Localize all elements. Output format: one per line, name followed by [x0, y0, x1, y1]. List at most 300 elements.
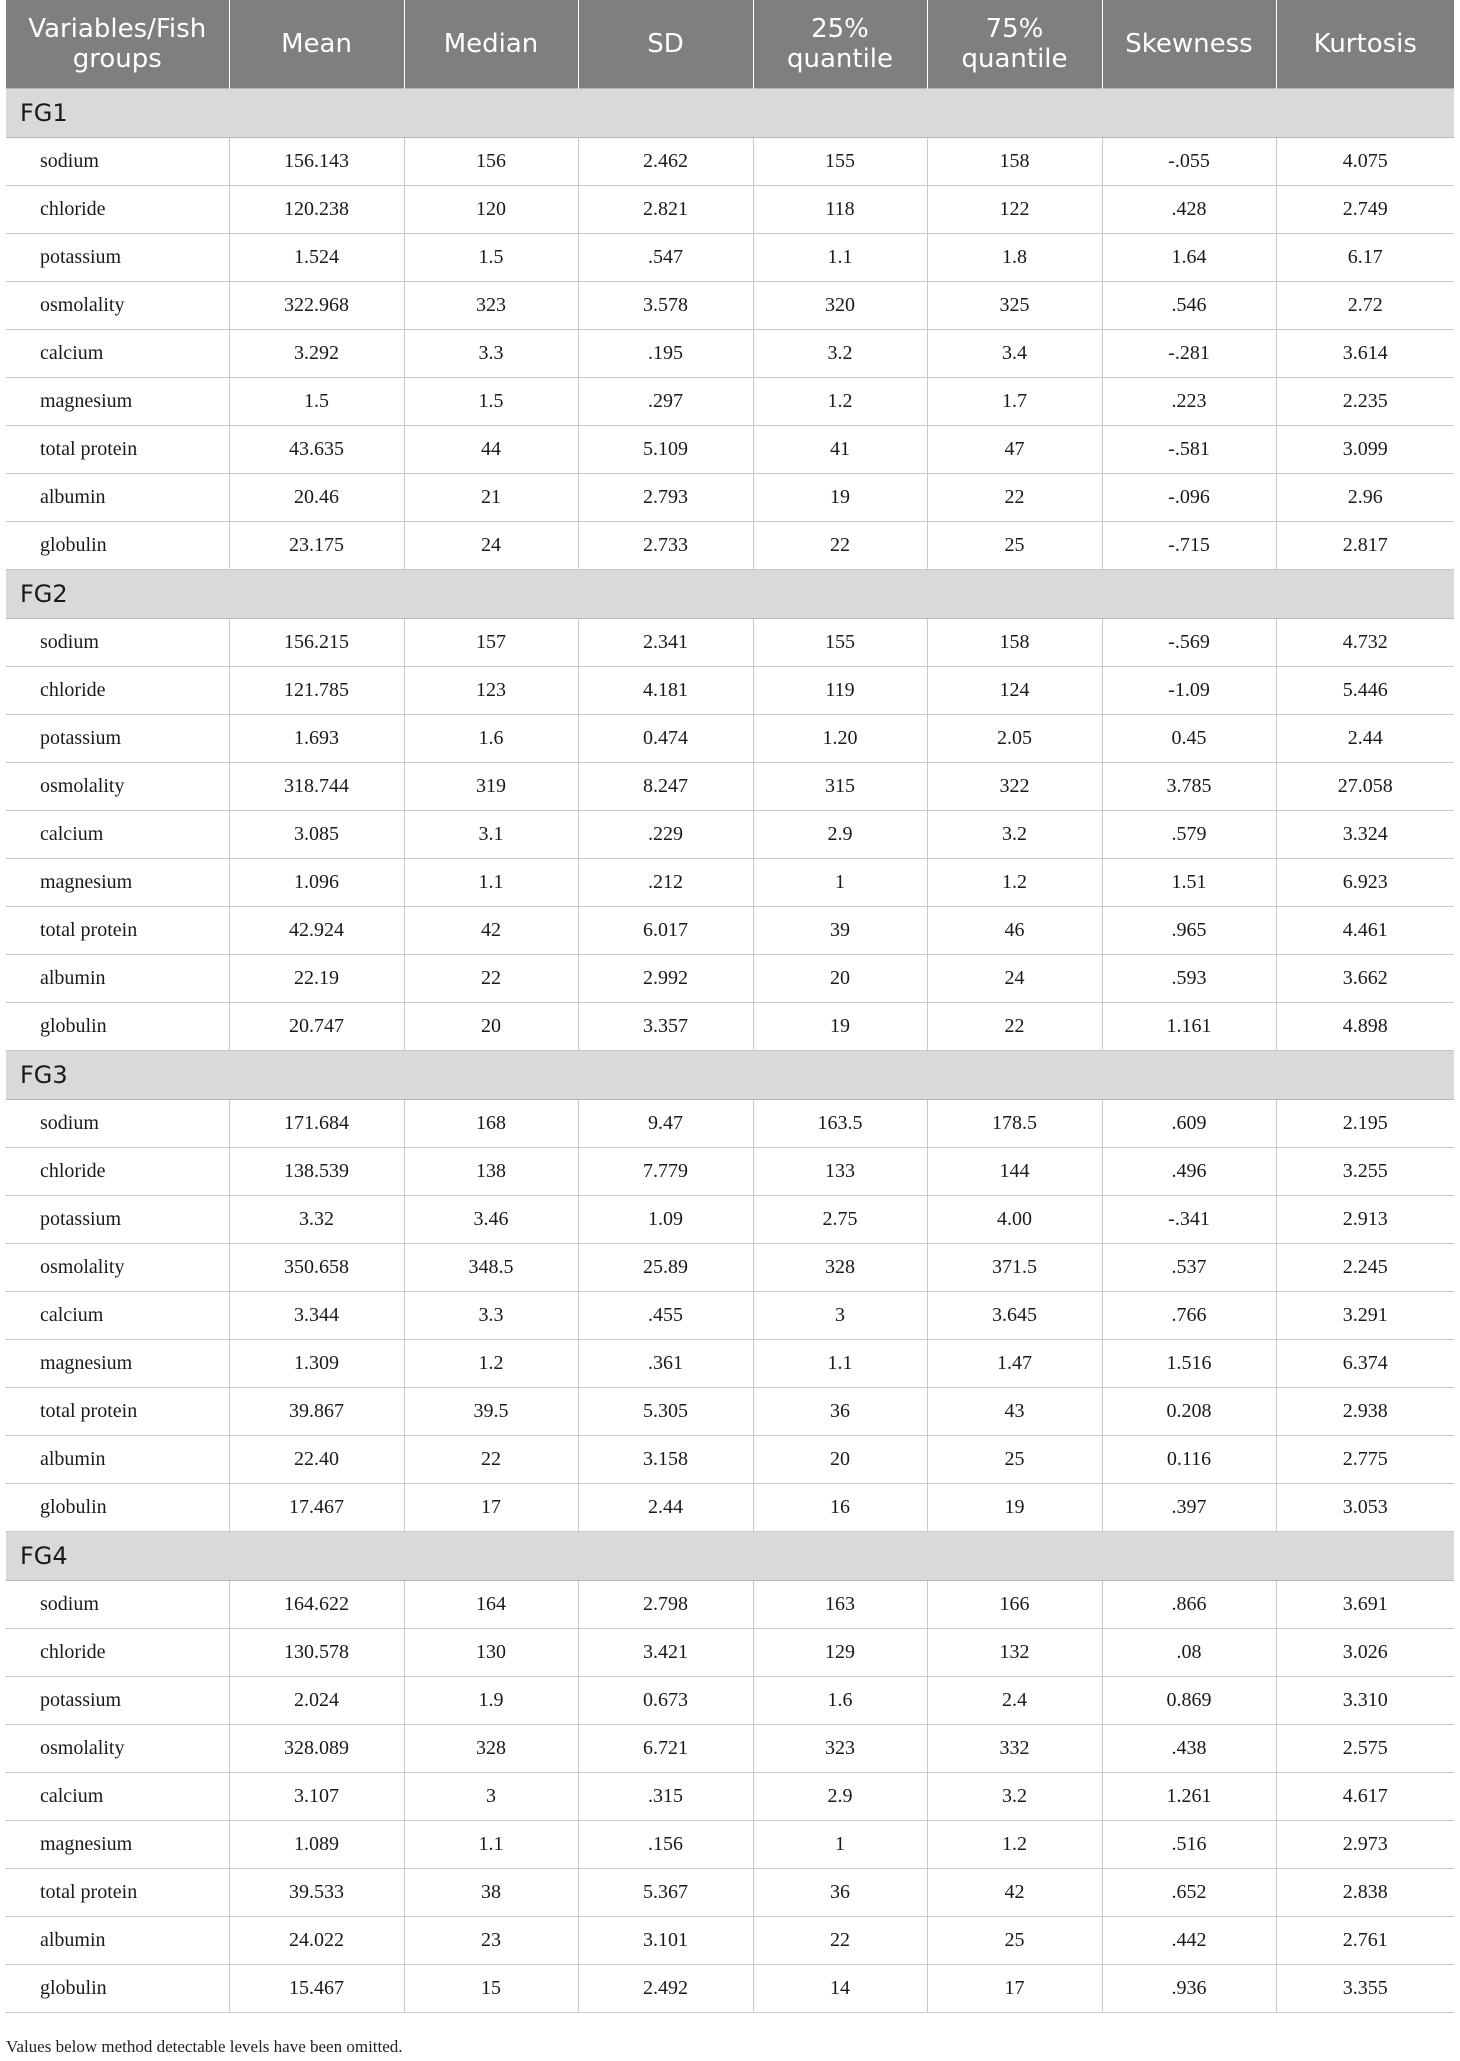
value-cell: 2.492 [578, 1965, 753, 2013]
value-cell: 3.645 [927, 1292, 1102, 1340]
value-cell: 19 [753, 474, 927, 522]
value-cell: .428 [1102, 186, 1276, 234]
value-cell: 5.446 [1276, 667, 1454, 715]
value-cell: 44 [404, 426, 578, 474]
table-row [6, 186, 1454, 234]
value-cell: 3.101 [578, 1917, 753, 1965]
table-row [6, 1917, 1454, 1965]
table-row [6, 1629, 1454, 1677]
table-row [6, 138, 1454, 186]
value-cell: 43.635 [229, 426, 404, 474]
value-cell: 4.461 [1276, 907, 1454, 955]
value-cell: 3.085 [229, 811, 404, 859]
value-cell: .223 [1102, 378, 1276, 426]
variable-cell: globulin [6, 522, 229, 570]
value-cell: 3.1 [404, 811, 578, 859]
variable-cell: osmolality [6, 1725, 229, 1773]
value-cell: .455 [578, 1292, 753, 1340]
value-cell: 3.255 [1276, 1148, 1454, 1196]
value-cell: 2.9 [753, 1773, 927, 1821]
value-cell: 2.838 [1276, 1869, 1454, 1917]
table-row [6, 282, 1454, 330]
variable-cell: magnesium [6, 378, 229, 426]
value-cell: 1.6 [404, 715, 578, 763]
value-cell: 3.357 [578, 1003, 753, 1051]
value-cell: 2.4 [927, 1677, 1102, 1725]
variable-cell: calcium [6, 1292, 229, 1340]
value-cell: 1.8 [927, 234, 1102, 282]
value-cell: .593 [1102, 955, 1276, 1003]
value-cell: 348.5 [404, 1244, 578, 1292]
table-row [6, 1725, 1454, 1773]
variable-cell: magnesium [6, 859, 229, 907]
value-cell: 157 [404, 619, 578, 667]
value-cell: 2.245 [1276, 1244, 1454, 1292]
value-cell: 2.341 [578, 619, 753, 667]
value-cell: 1.1 [753, 234, 927, 282]
value-cell: 119 [753, 667, 927, 715]
value-cell: 2.575 [1276, 1725, 1454, 1773]
value-cell: 322.968 [229, 282, 404, 330]
value-cell: 3.32 [229, 1196, 404, 1244]
value-cell: 36 [753, 1869, 927, 1917]
header-median: Median [404, 0, 578, 89]
variable-cell: chloride [6, 1629, 229, 1677]
value-cell: -1.09 [1102, 667, 1276, 715]
value-cell: 22.19 [229, 955, 404, 1003]
value-cell: 1.2 [753, 378, 927, 426]
value-cell: 1 [753, 859, 927, 907]
value-cell: 2.75 [753, 1196, 927, 1244]
value-cell: 14 [753, 1965, 927, 2013]
header-mean: Mean [229, 0, 404, 89]
value-cell: 1.2 [404, 1340, 578, 1388]
value-cell: 350.658 [229, 1244, 404, 1292]
table-row [6, 715, 1454, 763]
value-cell: 6.721 [578, 1725, 753, 1773]
value-cell: 2.973 [1276, 1821, 1454, 1869]
value-cell: 2.195 [1276, 1100, 1454, 1148]
value-cell: 3.4 [927, 330, 1102, 378]
value-cell: 1.524 [229, 234, 404, 282]
value-cell: 156.143 [229, 138, 404, 186]
value-cell: 15 [404, 1965, 578, 2013]
value-cell: 4.617 [1276, 1773, 1454, 1821]
value-cell: 133 [753, 1148, 927, 1196]
group-row [6, 1051, 1454, 1100]
variable-cell: albumin [6, 1917, 229, 1965]
value-cell: 3.662 [1276, 955, 1454, 1003]
value-cell: .609 [1102, 1100, 1276, 1148]
table-row [6, 1677, 1454, 1725]
variable-cell: magnesium [6, 1821, 229, 1869]
table-row [6, 1965, 1454, 2013]
value-cell: 0.116 [1102, 1436, 1276, 1484]
value-cell: 16 [753, 1484, 927, 1532]
value-cell: 2.235 [1276, 378, 1454, 426]
header-q75: 75% quantile [927, 0, 1102, 89]
value-cell: .547 [578, 234, 753, 282]
value-cell: 3.2 [753, 330, 927, 378]
value-cell: 22 [927, 1003, 1102, 1051]
value-cell: 4.00 [927, 1196, 1102, 1244]
value-cell: 0.45 [1102, 715, 1276, 763]
value-cell: 0.208 [1102, 1388, 1276, 1436]
variable-cell: potassium [6, 1677, 229, 1725]
table-row [6, 522, 1454, 570]
value-cell: 15.467 [229, 1965, 404, 2013]
table-row [6, 1773, 1454, 1821]
value-cell: 22 [753, 522, 927, 570]
value-cell: 332 [927, 1725, 1102, 1773]
value-cell: 320 [753, 282, 927, 330]
value-cell: 0.474 [578, 715, 753, 763]
value-cell: 163 [753, 1581, 927, 1629]
value-cell: 318.744 [229, 763, 404, 811]
value-cell: 171.684 [229, 1100, 404, 1148]
value-cell: 23.175 [229, 522, 404, 570]
value-cell: 1.693 [229, 715, 404, 763]
value-cell: 17 [404, 1484, 578, 1532]
value-cell: 5.305 [578, 1388, 753, 1436]
value-cell: 39.867 [229, 1388, 404, 1436]
value-cell: 164.622 [229, 1581, 404, 1629]
value-cell: 4.898 [1276, 1003, 1454, 1051]
value-cell: 39.5 [404, 1388, 578, 1436]
value-cell: .579 [1102, 811, 1276, 859]
statistics-table [6, 0, 1454, 2013]
value-cell: 1.096 [229, 859, 404, 907]
header-q25: 25% quantile [753, 0, 927, 89]
value-cell: 25.89 [578, 1244, 753, 1292]
value-cell: 1.64 [1102, 234, 1276, 282]
value-cell: 17 [927, 1965, 1102, 2013]
value-cell: .496 [1102, 1148, 1276, 1196]
value-cell: 42 [404, 907, 578, 955]
value-cell: 3.578 [578, 282, 753, 330]
value-cell: 3.292 [229, 330, 404, 378]
value-cell: 323 [753, 1725, 927, 1773]
value-cell: 3.099 [1276, 426, 1454, 474]
group-label: FG2 [6, 570, 1454, 619]
value-cell: 2.749 [1276, 186, 1454, 234]
value-cell: 22 [753, 1917, 927, 1965]
table-row [6, 1292, 1454, 1340]
value-cell: 123 [404, 667, 578, 715]
value-cell: 1.7 [927, 378, 1102, 426]
header-sd: SD [578, 0, 753, 89]
value-cell: 5.109 [578, 426, 753, 474]
value-cell: 2.44 [1276, 715, 1454, 763]
value-cell: 1.1 [404, 1821, 578, 1869]
value-cell: 39 [753, 907, 927, 955]
value-cell: 0.869 [1102, 1677, 1276, 1725]
value-cell: .315 [578, 1773, 753, 1821]
value-cell: 25 [927, 1436, 1102, 1484]
value-cell: 158 [927, 619, 1102, 667]
table-row [6, 1484, 1454, 1532]
value-cell: 36 [753, 1388, 927, 1436]
value-cell: 328.089 [229, 1725, 404, 1773]
variable-cell: total protein [6, 1388, 229, 1436]
group-row [6, 1532, 1454, 1581]
value-cell: 20 [404, 1003, 578, 1051]
value-cell: 20 [753, 1436, 927, 1484]
value-cell: 1.089 [229, 1821, 404, 1869]
group-row [6, 570, 1454, 619]
table-row [6, 955, 1454, 1003]
value-cell: 2.821 [578, 186, 753, 234]
value-cell: 20.46 [229, 474, 404, 522]
value-cell: 3 [404, 1773, 578, 1821]
value-cell: .08 [1102, 1629, 1276, 1677]
header-skewness: Skewness [1102, 0, 1276, 89]
value-cell: 1.1 [753, 1340, 927, 1388]
value-cell: 20.747 [229, 1003, 404, 1051]
table-row [6, 1869, 1454, 1917]
table-row [6, 1340, 1454, 1388]
value-cell: 3.2 [927, 1773, 1102, 1821]
value-cell: 19 [927, 1484, 1102, 1532]
variable-cell: magnesium [6, 1340, 229, 1388]
value-cell: 4.181 [578, 667, 753, 715]
value-cell: 3 [753, 1292, 927, 1340]
variable-cell: albumin [6, 1436, 229, 1484]
value-cell: .438 [1102, 1725, 1276, 1773]
value-cell: 2.44 [578, 1484, 753, 1532]
value-cell: .516 [1102, 1821, 1276, 1869]
value-cell: 24 [927, 955, 1102, 1003]
value-cell: 2.9 [753, 811, 927, 859]
value-cell: 46 [927, 907, 1102, 955]
table-row [6, 1100, 1454, 1148]
value-cell: 124 [927, 667, 1102, 715]
value-cell: 2.817 [1276, 522, 1454, 570]
value-cell: 138.539 [229, 1148, 404, 1196]
variable-cell: potassium [6, 715, 229, 763]
value-cell: 120 [404, 186, 578, 234]
value-cell: .936 [1102, 1965, 1276, 2013]
value-cell: 121.785 [229, 667, 404, 715]
value-cell: 1.2 [927, 859, 1102, 907]
group-row [6, 89, 1454, 138]
value-cell: 1.47 [927, 1340, 1102, 1388]
group-label: FG4 [6, 1532, 1454, 1581]
value-cell: 41 [753, 426, 927, 474]
value-cell: 130.578 [229, 1629, 404, 1677]
value-cell: 2.793 [578, 474, 753, 522]
value-cell: 6.017 [578, 907, 753, 955]
value-cell: 118 [753, 186, 927, 234]
value-cell: 3.053 [1276, 1484, 1454, 1532]
table-row [6, 859, 1454, 907]
value-cell: 5.367 [578, 1869, 753, 1917]
variable-cell: globulin [6, 1965, 229, 2013]
value-cell: 4.732 [1276, 619, 1454, 667]
value-cell: 132 [927, 1629, 1102, 1677]
value-cell: 3.158 [578, 1436, 753, 1484]
value-cell: 1.516 [1102, 1340, 1276, 1388]
value-cell: 158 [927, 138, 1102, 186]
value-cell: 1.09 [578, 1196, 753, 1244]
value-cell: 2.05 [927, 715, 1102, 763]
value-cell: .866 [1102, 1581, 1276, 1629]
value-cell: 2.024 [229, 1677, 404, 1725]
value-cell: .652 [1102, 1869, 1276, 1917]
table-row [6, 1148, 1454, 1196]
value-cell: 2.733 [578, 522, 753, 570]
value-cell: 178.5 [927, 1100, 1102, 1148]
value-cell: 47 [927, 426, 1102, 474]
value-cell: 168 [404, 1100, 578, 1148]
table-header [6, 0, 1454, 89]
value-cell: 3.355 [1276, 1965, 1454, 2013]
value-cell: 120.238 [229, 186, 404, 234]
value-cell: 2.798 [578, 1581, 753, 1629]
header-variables: Variables/Fish groups [6, 0, 229, 89]
value-cell: 2.72 [1276, 282, 1454, 330]
value-cell: 2.913 [1276, 1196, 1454, 1244]
value-cell: 3.785 [1102, 763, 1276, 811]
value-cell: -.281 [1102, 330, 1276, 378]
value-cell: 164 [404, 1581, 578, 1629]
value-cell: 3.614 [1276, 330, 1454, 378]
table-row [6, 426, 1454, 474]
value-cell: 166 [927, 1581, 1102, 1629]
value-cell: 24 [404, 522, 578, 570]
value-cell: 7.779 [578, 1148, 753, 1196]
value-cell: 23 [404, 1917, 578, 1965]
value-cell: 2.462 [578, 138, 753, 186]
value-cell: 1.261 [1102, 1773, 1276, 1821]
value-cell: 1.5 [404, 234, 578, 282]
value-cell: 1.51 [1102, 859, 1276, 907]
variable-cell: sodium [6, 1581, 229, 1629]
value-cell: 163.5 [753, 1100, 927, 1148]
value-cell: 3.291 [1276, 1292, 1454, 1340]
value-cell: 3.324 [1276, 811, 1454, 859]
value-cell: .212 [578, 859, 753, 907]
value-cell: 0.673 [578, 1677, 753, 1725]
table-row [6, 1196, 1454, 1244]
variable-cell: sodium [6, 1100, 229, 1148]
table-row [6, 474, 1454, 522]
variable-cell: total protein [6, 907, 229, 955]
value-cell: 3.46 [404, 1196, 578, 1244]
value-cell: 2.992 [578, 955, 753, 1003]
value-cell: .229 [578, 811, 753, 859]
value-cell: .397 [1102, 1484, 1276, 1532]
value-cell: 22.40 [229, 1436, 404, 1484]
variable-cell: potassium [6, 234, 229, 282]
value-cell: 1.161 [1102, 1003, 1276, 1051]
group-label: FG1 [6, 89, 1454, 138]
value-cell: 22 [927, 474, 1102, 522]
table-row [6, 1003, 1454, 1051]
value-cell: 328 [404, 1725, 578, 1773]
variable-cell: osmolality [6, 1244, 229, 1292]
value-cell: 3.344 [229, 1292, 404, 1340]
value-cell: 22 [404, 1436, 578, 1484]
table-row [6, 763, 1454, 811]
value-cell: 24.022 [229, 1917, 404, 1965]
value-cell: 1.1 [404, 859, 578, 907]
value-cell: 2.775 [1276, 1436, 1454, 1484]
value-cell: .156 [578, 1821, 753, 1869]
value-cell: .546 [1102, 282, 1276, 330]
table-row [6, 1581, 1454, 1629]
value-cell: 3.3 [404, 1292, 578, 1340]
variable-cell: calcium [6, 1773, 229, 1821]
value-cell: .766 [1102, 1292, 1276, 1340]
value-cell: 1 [753, 1821, 927, 1869]
table-body [6, 89, 1454, 2013]
value-cell: 19 [753, 1003, 927, 1051]
value-cell: 17.467 [229, 1484, 404, 1532]
table-row [6, 1821, 1454, 1869]
value-cell: 25 [927, 1917, 1102, 1965]
value-cell: -.715 [1102, 522, 1276, 570]
table-row [6, 378, 1454, 426]
value-cell: 1.20 [753, 715, 927, 763]
value-cell: 1.5 [404, 378, 578, 426]
value-cell: 3.2 [927, 811, 1102, 859]
value-cell: 21 [404, 474, 578, 522]
value-cell: -.096 [1102, 474, 1276, 522]
value-cell: 144 [927, 1148, 1102, 1196]
value-cell: 328 [753, 1244, 927, 1292]
variable-cell: chloride [6, 667, 229, 715]
value-cell: 3.691 [1276, 1581, 1454, 1629]
value-cell: 3.310 [1276, 1677, 1454, 1725]
value-cell: 1.6 [753, 1677, 927, 1725]
variable-cell: calcium [6, 811, 229, 859]
value-cell: 1.2 [927, 1821, 1102, 1869]
value-cell: 1.9 [404, 1677, 578, 1725]
value-cell: 156.215 [229, 619, 404, 667]
value-cell: 6.374 [1276, 1340, 1454, 1388]
value-cell: .195 [578, 330, 753, 378]
table-row [6, 1244, 1454, 1292]
value-cell: 2.938 [1276, 1388, 1454, 1436]
value-cell: 27.058 [1276, 763, 1454, 811]
value-cell: 6.17 [1276, 234, 1454, 282]
value-cell: 156 [404, 138, 578, 186]
value-cell: 3.026 [1276, 1629, 1454, 1677]
variable-cell: chloride [6, 186, 229, 234]
value-cell: 3.3 [404, 330, 578, 378]
value-cell: 1.309 [229, 1340, 404, 1388]
value-cell: -.341 [1102, 1196, 1276, 1244]
value-cell: 129 [753, 1629, 927, 1677]
value-cell: 4.075 [1276, 138, 1454, 186]
table-row [6, 619, 1454, 667]
variable-cell: sodium [6, 138, 229, 186]
value-cell: 155 [753, 619, 927, 667]
table-row [6, 667, 1454, 715]
value-cell: 322 [927, 763, 1102, 811]
value-cell: 3.421 [578, 1629, 753, 1677]
value-cell: 323 [404, 282, 578, 330]
table-row [6, 330, 1454, 378]
value-cell: 130 [404, 1629, 578, 1677]
value-cell: 6.923 [1276, 859, 1454, 907]
value-cell: 3.107 [229, 1773, 404, 1821]
value-cell: -.581 [1102, 426, 1276, 474]
variable-cell: total protein [6, 1869, 229, 1917]
value-cell: 8.247 [578, 763, 753, 811]
value-cell: 315 [753, 763, 927, 811]
